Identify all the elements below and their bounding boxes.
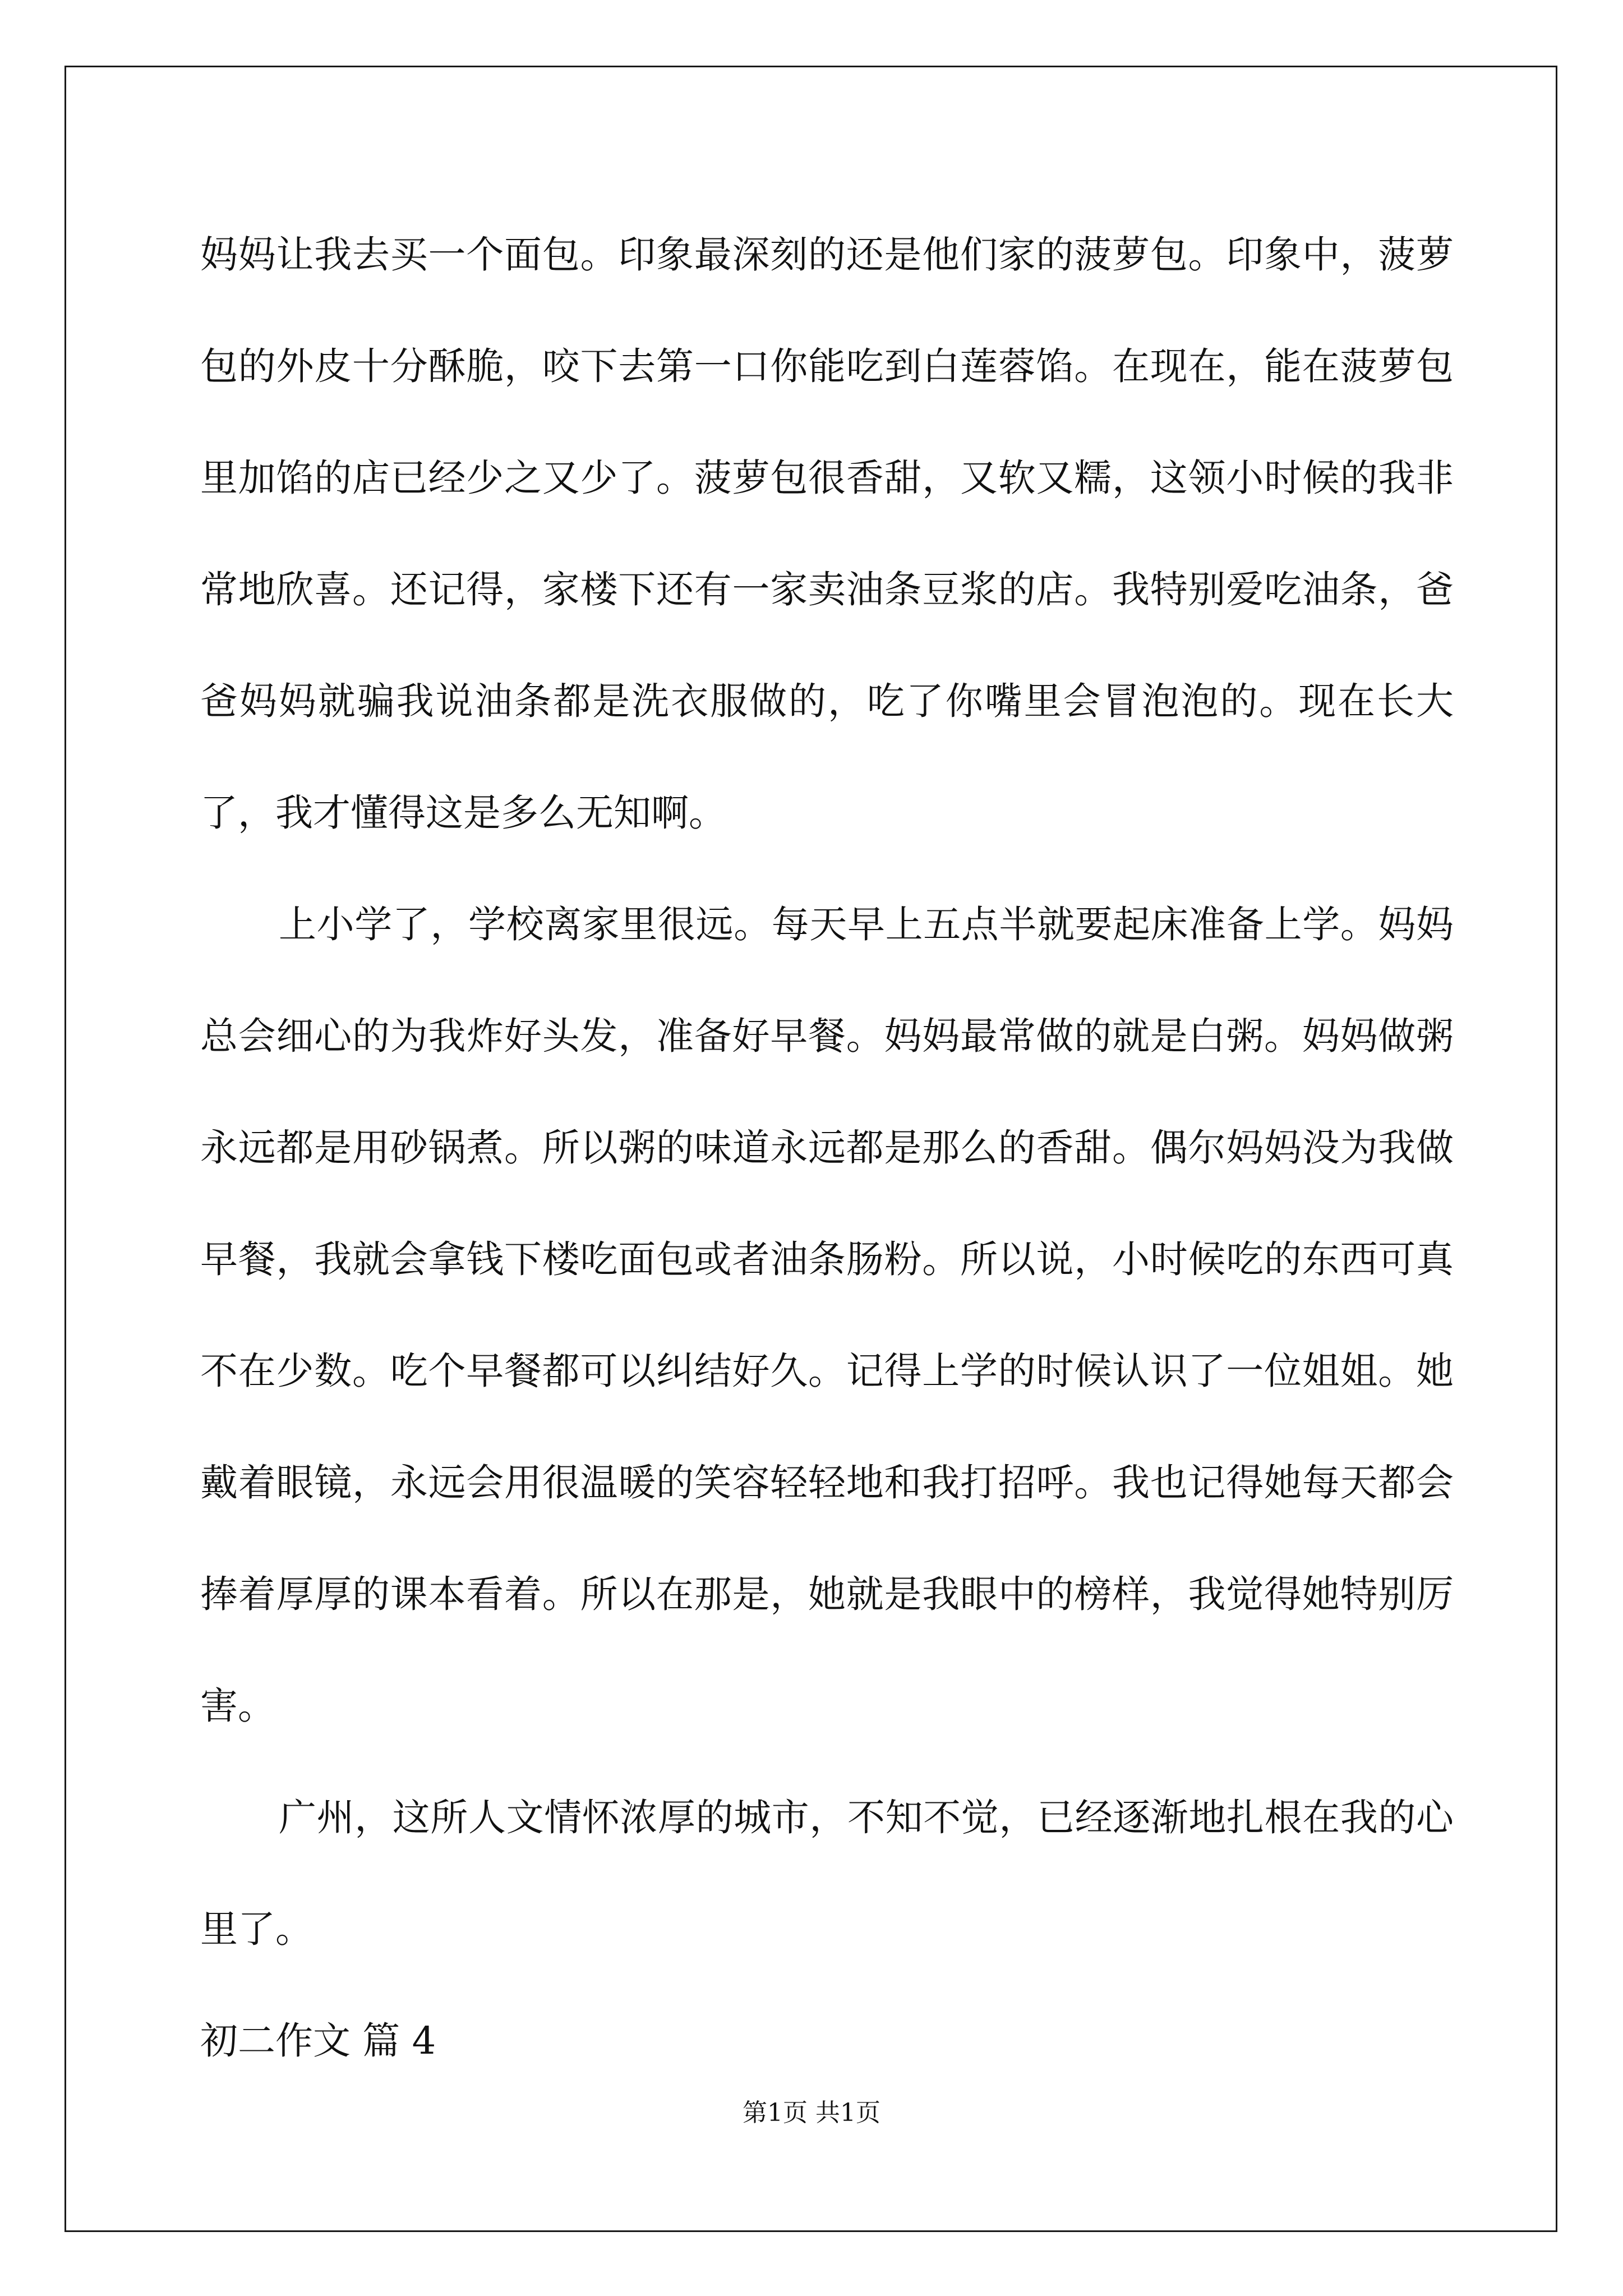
paragraph-2: 上小学了，学校离家里很远。每天早上五点半就要起床准备上学。妈妈总会细心的为我炸好头发，准备好早餐。妈妈最常做的就是白粥。妈妈做粥永远都是用砂锅煮。所以粥的味道永远都是那么的香甜。偶尔妈妈没为我做早餐，我就会拿钱下楼吃面包或者油条肠粉。所以说，小时候吃的东西可真不在少数。吃个早餐都可以纠结好久。记得上学的时候认识了一位姐姐。她戴着眼镜，永远会用很温暖的笑容轻轻地和我打招呼。我也记得她每天都会捧着厚厚的课本看着。所以在那是，她就是我眼中的榜样，我觉得她特别厉害。 xyxy=(200,903,1454,1728)
document-body xyxy=(200,199,1454,2097)
paragraph-3: 广州，这所人文情怀浓厚的城市，不知不觉，已经逐渐地扎根在我的心里了。 xyxy=(200,1796,1454,1951)
section-heading: 初二作文 篇 4 xyxy=(200,2019,436,2063)
page-footer: 第1页 共1页 xyxy=(743,2099,880,2127)
paragraph-1: 妈妈让我去买一个面包。印象最深刻的还是他们家的菠萝包。印象中，菠萝包的外皮十分酥脆，咬下去第一口你能吃到白莲蓉馅。在现在，能在菠萝包里加馅的店已经少之又少了。菠萝包很香甜，又软又糯，这领小时候的我非常地欣喜。还记得，家楼下还有一家卖油条豆浆的店。我特别爱吃油条，爸爸妈妈就骗我说油条都是洗衣服做的，吃了你嘴里会冒泡泡的。现在长大了，我才懂得这是多么无知啊。 xyxy=(200,233,1454,835)
